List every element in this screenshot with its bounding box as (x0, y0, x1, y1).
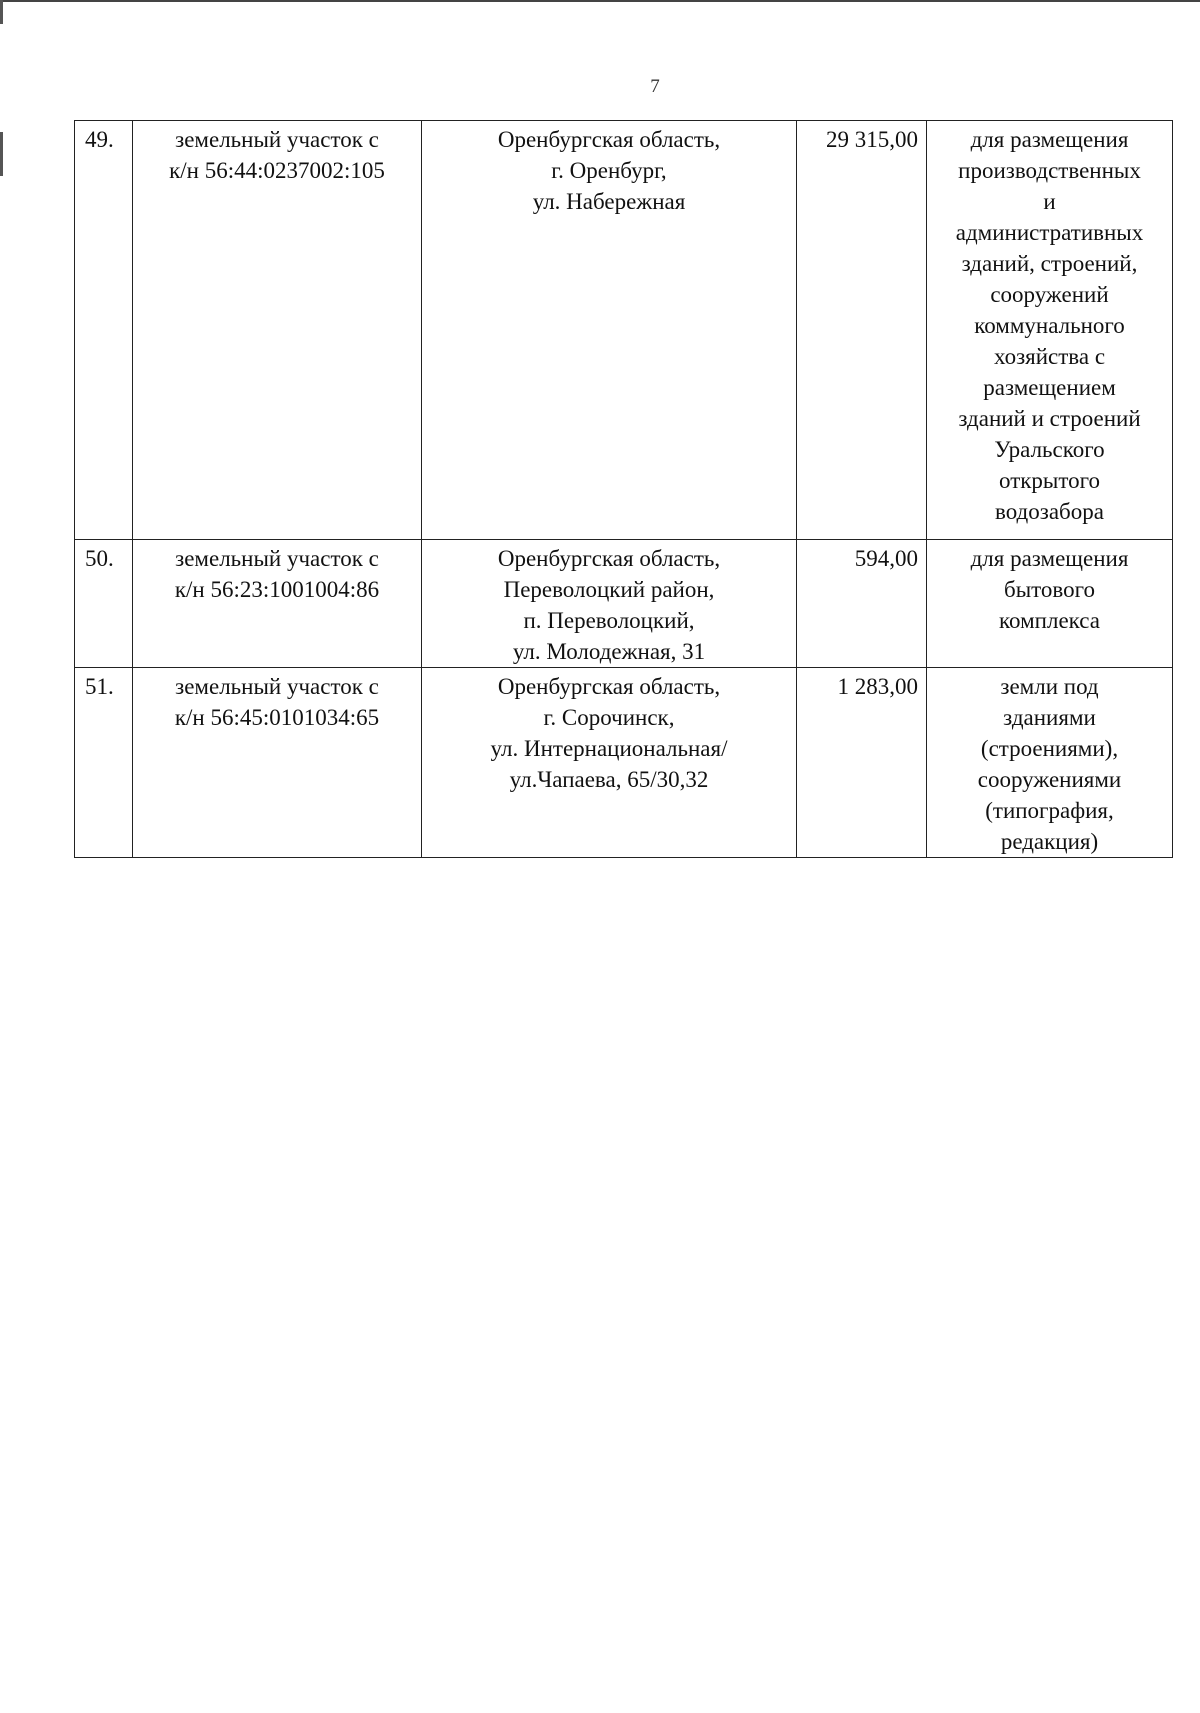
object-address: Оренбургская область, г. Оренбург, ул. Набережная (422, 121, 797, 540)
table-row (75, 668, 1173, 858)
row-number: 49. (75, 121, 133, 540)
table-row (75, 121, 1173, 540)
permitted-use: для размещения бытового комплекса (927, 540, 1173, 668)
scan-edge-line (0, 0, 1200, 2)
object-address: Оренбургская область, Переволоцкий район, п. Переволоцкий, ул. Молодежная, 31 (422, 540, 797, 668)
row-number: 51. (75, 668, 133, 858)
object-area: 29 315,00 (797, 121, 927, 540)
object-area: 1 283,00 (797, 668, 927, 858)
row-number: 50. (75, 540, 133, 668)
permitted-use: для размещения производственных и административных зданий, строений, сооружений коммунального хозяйства с размещением зданий и строений Уральского открытого водозабора (927, 121, 1173, 540)
land-plot-table (74, 120, 1173, 858)
object-address: Оренбургская область, г. Сорочинск, ул. Интернациональная/ ул.Чапаева, 65/30,32 (422, 668, 797, 858)
object-area: 594,00 (797, 540, 927, 668)
scan-edge-mark (0, 132, 3, 176)
object-description: земельный участок с к/н 56:45:0101034:65 (133, 668, 422, 858)
scan-edge-mark (0, 0, 3, 24)
permitted-use: земли под зданиями (строениями), сооружениями (типография, редакция) (927, 668, 1173, 858)
object-description: земельный участок с к/н 56:44:0237002:105 (133, 121, 422, 540)
table-row (75, 540, 1173, 668)
object-description: земельный участок с к/н 56:23:1001004:86 (133, 540, 422, 668)
page-number: 7 (650, 76, 660, 97)
